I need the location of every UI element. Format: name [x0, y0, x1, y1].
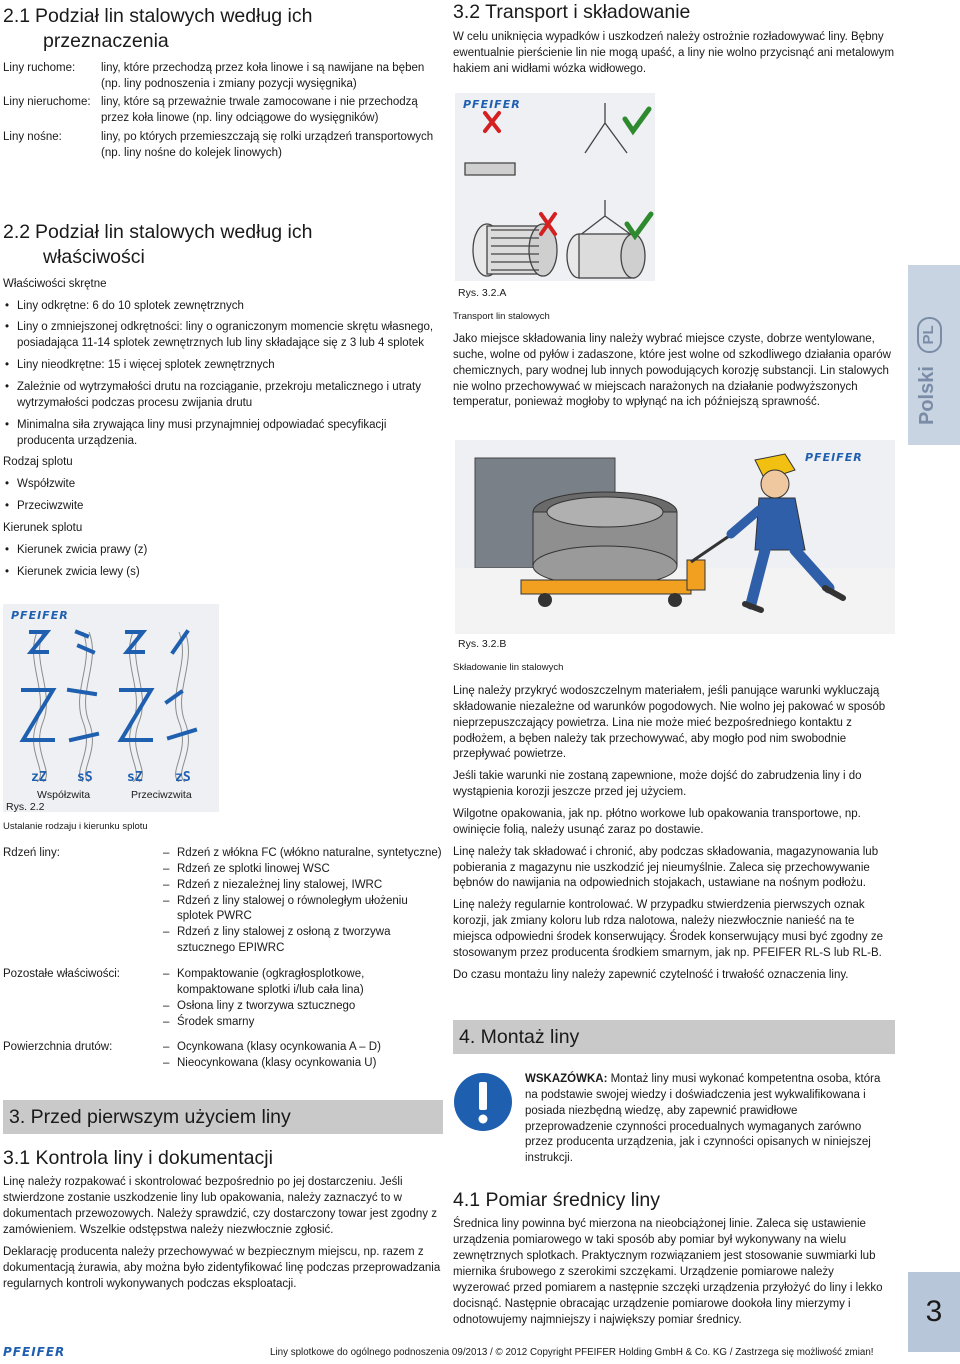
- paragraph: Średnica liny powinna być mierzona na nieobciążonej linie. Zaleca się ustawienie urządzenia pomiarowego w taki sposób aby pomiar był wykonywany na wielu zewnętrznych splotkach. Praktycznym rozwiązaniem jest stosowanie suwmiarki lub miernika śrubowego z szerokimi szczękami. Urządzenie pomiarowe należy wyzerować przed pomiarem a następnie szczęki urządzenia przyłożyć do liny i lekko docisnąć. Następnie obracając urządzenie pomiarowe dookoła liny mierzymy i odnotowujemy najmniejszy i największy pomiar średnicy.: [453, 1218, 883, 1326]
- section-heading: 2.2 Podział lin stalowych według ich: [3, 221, 313, 243]
- section-2-2: [3, 220, 443, 587]
- list-item: – Osłona liny z tworzywa sztucznego: [163, 999, 443, 1015]
- figure-caption: Ustalanie rodzaju i kierunku splotu: [3, 821, 148, 832]
- figure-rope-storage: [455, 440, 895, 634]
- property-row: Powierzchnia drutów: – Ocynkowana (klasy ocynkowania A – D) – Nieocynkowana (klasy ocynkowania U): [3, 1040, 443, 1072]
- twist-list: [3, 299, 443, 450]
- list-item: – Środek smarny: [163, 1015, 443, 1031]
- paragraph: Linę należy regularnie kontrolować. W przypadku stwierdzenia pierwszych oznak korozji, jak zmiany koloru lub rdza nalotowa, należy niezwłocznie nanieść na te miejsca odpowiedni środek konserwujący. Środek konserwujący musi być zgodny ze stosowanym przez producenta środkiem smarnym, jak np. PFEIFER RL-S lub RL-B.: [453, 899, 883, 959]
- paragraph: Do czasu montażu liny należy zapewnić czytelność i trwałość oznaczenia liny.: [453, 968, 849, 981]
- section-heading: 4.1 Pomiar średnicy liny: [453, 1189, 660, 1211]
- definition-row: Liny ruchome: liny, które przechodzą przez koła linowe i są nawijane na bęben (np. liny podnoszenia i zmiany pozycji wysięgnika): [3, 61, 425, 90]
- section-heading-cont: przeznaczenia: [43, 30, 169, 53]
- lay-label-zz: zZ: [31, 770, 47, 785]
- figure-number: Rys. 2.2: [6, 801, 45, 813]
- figure-caption: Transport lin stalowych: [453, 311, 550, 322]
- warning-note: [525, 1072, 887, 1167]
- paragraph: Jako miejsce składowania liny należy wybrać miejsce czyste, dobrze wentylowane, suche, wolne od pyłów i zadaszone, które jest wolne od szkodliwego działania oparów chemicznych, pary wodnej lub innych powodujących korozję substancji. Lin stalowych nie wolno przechowywać w miejscach narażonych na działanie podwyższonych temperatur, ponieważ mogłoby to wpłynąć na ich późniejszą sprawność.: [453, 333, 891, 409]
- property-row: Rdzeń liny: – Rdzeń z włókna FC (włókno naturalne, syntetyczne) – Rdzeń ze splotki linowej WSC – Rdzeń z niezależnej liny stalowej, IWRC – Rdzeń z liny stalowej o równoległym ułożeniu splotek PWRC – Rdzeń z liny stalowej z osłoną z tworzywa sztucznego EPIWRC: [3, 846, 443, 957]
- section-heading: 3.1 Kontrola liny i dokumentacji: [3, 1147, 273, 1169]
- list-item: – Rdzeń z liny stalowej o równoległym ułożeniu splotek PWRC: [163, 894, 443, 926]
- section-3-heading: 3. Przed pierwszym użyciem liny: [3, 1100, 443, 1134]
- language-tab: [908, 265, 960, 445]
- list-item: – Rdzeń z niezależnej liny stalowej, IWRC: [163, 878, 443, 894]
- list-item: • Liny o zmniejszonej odkrętności: liny o ograniczonym momencie skrętu własnego, posiadająca 11-14 splotek zewnętrznych lub liny składające się z 3 lub 4 splotek: [3, 320, 443, 352]
- list-item: • Minimalna siła zrywająca liny musi przynajmniej odpowiadać specyfikacji producenta urządzenia.: [3, 418, 443, 450]
- language-label: Polski PL: [914, 255, 942, 425]
- figure-number: Rys. 3.2.B: [458, 638, 507, 650]
- pfeifer-logo-footer: PFEIFER: [3, 1345, 66, 1359]
- paragraph: Linę należy rozpakować i skontrolować bezpośrednio po jej dostarczeniu. Jeśli stwierdzone zostanie uszkodzenie liny lub opakowania, należy zaznaczyć to w dokumentach przewozowych. Należy sprawdzić, czy dostarczony towar jest zgodny z zamówieniem. Wszelkie odstępstwa należy niezwłocznie zgłosić.: [3, 1176, 437, 1236]
- section-3-2: [453, 0, 895, 78]
- lay-type-list: [3, 477, 443, 515]
- definition-row: Liny nieruchome: liny, które są przeważnie trwale zamocowane i nie przechodzą przez koła linowe (np. liny odciągowe do wysięgników): [3, 96, 418, 125]
- definition-row: Liny nośne: liny, po których przemieszczają się rolki urządzeń transportowych (np. liny nośne do kolejek linowych): [3, 131, 434, 159]
- section-2-1: [3, 4, 443, 165]
- list-item: – Rdzeń ze splotki linowej WSC: [163, 862, 443, 878]
- footer-text: Liny splotkowe do ogólnego podnoszenia 09/2013 / © 2012 Copyright PFEIFER Holding GmbH & Co. KG / Zastrzega się możliwość zmian!: [270, 1347, 874, 1358]
- list-item: • Współzwite: [3, 477, 443, 493]
- lay-direction-list: [3, 543, 443, 581]
- list-item: • Kierunek zwicia prawy (z): [3, 543, 443, 559]
- list-item: • Kierunek zwicia lewy (s): [3, 565, 443, 581]
- figure-rope-lay: [3, 604, 219, 812]
- list-item: • Liny odkrętne: 6 do 10 splotek zewnętrznych: [3, 299, 443, 315]
- warning-label: WSKAZÓWKA:: [525, 1073, 608, 1085]
- paragraph: Linę należy tak składować i chronić, aby podczas składowania, magazynowania lub pobierania z magazynu nie uszkodzić jej nieumyślnie. Zaleca się przechowywanie bębnów do nawijania na odpowiednich stojakach, ustawiane na nośnym podłożu.: [453, 845, 879, 890]
- list-item: – Nieocynkowana (klasy ocynkowania U): [163, 1056, 381, 1072]
- paragraph: Jeśli takie warunki nie zostaną zapewnione, może dojść do zabrudzenia liny i do wystąpienia korozji jeszcze przed jej użyciem.: [453, 770, 862, 799]
- warning-text: Montaż liny musi wykonać kompetentna osoba, która na podstawie swojej wiedzy i doświadczenia jest wykwalifikowana i posiada niezbędną wiedzę, aby zapewnić prawidłowe przeprowadzenie czynności procedualnych wymaganych zarówno przez producenta urządzenia, jak i czynności opisanych w niniejszej instrukcji.: [525, 1073, 881, 1165]
- section-heading-cont: właściwości: [43, 246, 145, 269]
- list-item: – Ocynkowana (klasy ocynkowania A – D): [163, 1040, 381, 1056]
- language-code-badge: PL: [917, 317, 942, 352]
- list-item: • Liny nieodkrętne: 15 i więcej splotek zewnętrznych: [3, 358, 443, 374]
- figure-caption: Składowanie lin stalowych: [453, 662, 564, 673]
- figure-number: Rys. 3.2.A: [458, 287, 507, 299]
- list-item: – Kompaktowanie (ogkragłosplotkowe, kompaktowane splotki i/lub cała lina): [163, 967, 443, 999]
- page-number: 3: [908, 1272, 960, 1352]
- list-item: – Rdzeń z włókna FC (włókno naturalne, syntetyczne): [163, 846, 443, 862]
- pfeifer-logo: PFEIFER: [11, 609, 69, 622]
- group-label-left: Współzwita: [37, 789, 91, 801]
- exclamation-icon: [453, 1072, 513, 1132]
- paragraph: W celu uniknięcia wypadków i uszkodzeń należy ostrożnie rozładowywać liny. Bębny ewentualnie pierścienie lin nie mogą upaść, a liny nie wolno przycisnąć ani metalowym hakiem ani widłami wózka widłowego.: [453, 31, 895, 76]
- section-4-1: [453, 1188, 893, 1328]
- list-item: • Zależnie od wytrzymałości drutu na rozciąganie, przekroju metalicznego i utraty wytrzymałości podczas procesu zwijania drutu: [3, 380, 443, 412]
- section-heading: 3.2 Transport i składowanie: [453, 1, 691, 23]
- pfeifer-logo: PFEIFER: [463, 98, 521, 111]
- paragraph: Linę należy przykryć wodoszczelnym materiałem, jeśli panujące warunki wykluczają składowanie niezależne od warunków pogodowych. Nie wolno jej pakować w sposób nieprzepuszczający powietrza. Lina nie może mieć bezpośredniego kontaktu z podłożem, a bęben należy tak przechowywać, aby mogło pod nim swobodnie przepływać powietrze.: [453, 685, 886, 761]
- section-3-1: [3, 1146, 443, 1298]
- subheading: Właściwości skrętne: [3, 277, 107, 290]
- figure-rope-transport-lower: [455, 180, 655, 280]
- subheading: Kierunek splotu: [3, 522, 83, 534]
- section-4-heading: 4. Montaż liny: [453, 1020, 895, 1054]
- lay-label-zs: zS: [175, 770, 191, 785]
- rope-properties: [3, 846, 443, 1082]
- paragraph: Deklarację producenta należy przechowywać w bezpiecznym miejscu, np. razem z dokumentacją żurawia, aby można było zidentyfikować linę podczas przeprowadzania regularnych kontroli wykonywanych podczas eksploatacji.: [3, 1245, 441, 1290]
- paragraph: Wilgotne opakowania, jak np. płótno workowe lub opakowania transportowe, np. owinięcie folią, należy usunąć zaraz po dostawie.: [453, 808, 861, 836]
- storage-paragraphs: [453, 684, 893, 990]
- lay-label-sz: sZ: [127, 770, 143, 785]
- storage-illustration: [455, 440, 895, 634]
- section-heading: 2.1 Podział lin stalowych według ich: [3, 5, 313, 27]
- drum-illustration: [455, 180, 655, 280]
- list-item: – Rdzeń z liny stalowej z osłoną z tworzywa sztucznego EPIWRC: [163, 925, 443, 957]
- definition-list: [3, 61, 443, 162]
- rope-strands-illustration: [3, 622, 219, 782]
- lay-label-ss: sS: [77, 770, 93, 785]
- pfeifer-logo: PFEIFER: [805, 451, 863, 464]
- group-label-right: Przeciwzwita: [131, 789, 192, 801]
- property-row: Pozostałe właściwości: – Kompaktowanie (ogkragłosplotkowe, kompaktowane splotki i/lub cała lina) – Osłona liny z tworzywa sztucznego – Środek smarny: [3, 967, 443, 1030]
- subheading: Rodzaj splotu: [3, 456, 73, 469]
- list-item: • Przeciwzwite: [3, 499, 443, 515]
